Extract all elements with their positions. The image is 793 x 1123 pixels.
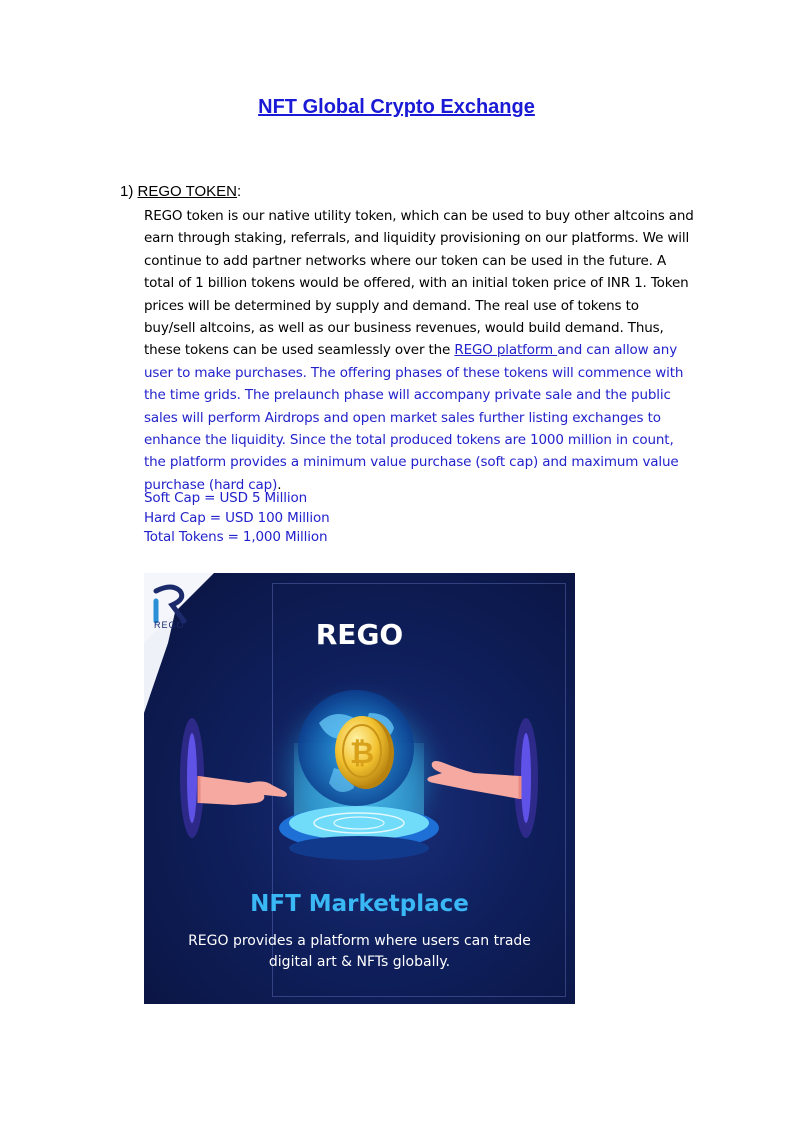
- banner-subtitle: NFT Marketplace: [250, 891, 469, 917]
- token-description-paragraph: [144, 205, 694, 496]
- paragraph-text-blue: and can allow any user to make purchases. The offering phases of these tokens will commence with the time grids. The prelaunch phase will accompany private sale and the public sales will perform Airdrops and open market sales further listing exchanges to enhance the liquidity. Since the total produced tokens are 1000 million in count, the platform provides a minimum value purchase (soft cap) and maximum value purchase (hard cap): [144, 342, 684, 493]
- svg-text:₿: ₿: [349, 736, 375, 771]
- banner-description: REGO provides a platform where users can trade digital art & NFTs globally.: [188, 933, 531, 970]
- nft-marketplace-banner-image: [144, 573, 575, 1004]
- section-heading: [120, 183, 241, 200]
- section-title: REGO TOKEN: [137, 183, 237, 200]
- token-facts: [144, 489, 330, 548]
- paragraph-end: .: [277, 476, 282, 493]
- soft-cap-line: Soft Cap = USD 5 Million: [144, 490, 307, 506]
- banner-logo-text: REGO: [154, 620, 185, 630]
- paragraph-text-black: REGO token is our native utility token, which can be used to buy other altcoins and earn through staking, referrals, and liquidity provisioning on our platforms. We will continue to add partner networks where our token can be used in the future. A total of 1 billion tokens would be offered, with an initial token price of INR 1. Token prices will be determined by supply and demand. The real use of tokens to buy/sell altcoins, as well as our business revenues, would build demand. Thus, these tokens can be used seamlessly over the: [144, 208, 694, 359]
- rego-logo-icon: [156, 587, 184, 621]
- banner-title: REGO: [315, 618, 404, 651]
- hard-cap-line: Hard Cap = USD 100 Million: [144, 509, 330, 526]
- rego-platform-link[interactable]: REGO platform: [454, 342, 558, 359]
- section-colon: :: [237, 183, 242, 200]
- document-title: NFT Global Crypto Exchange: [258, 96, 535, 118]
- total-tokens-line: Total Tokens = 1,000 Million: [144, 529, 328, 546]
- section-number: 1): [120, 183, 138, 200]
